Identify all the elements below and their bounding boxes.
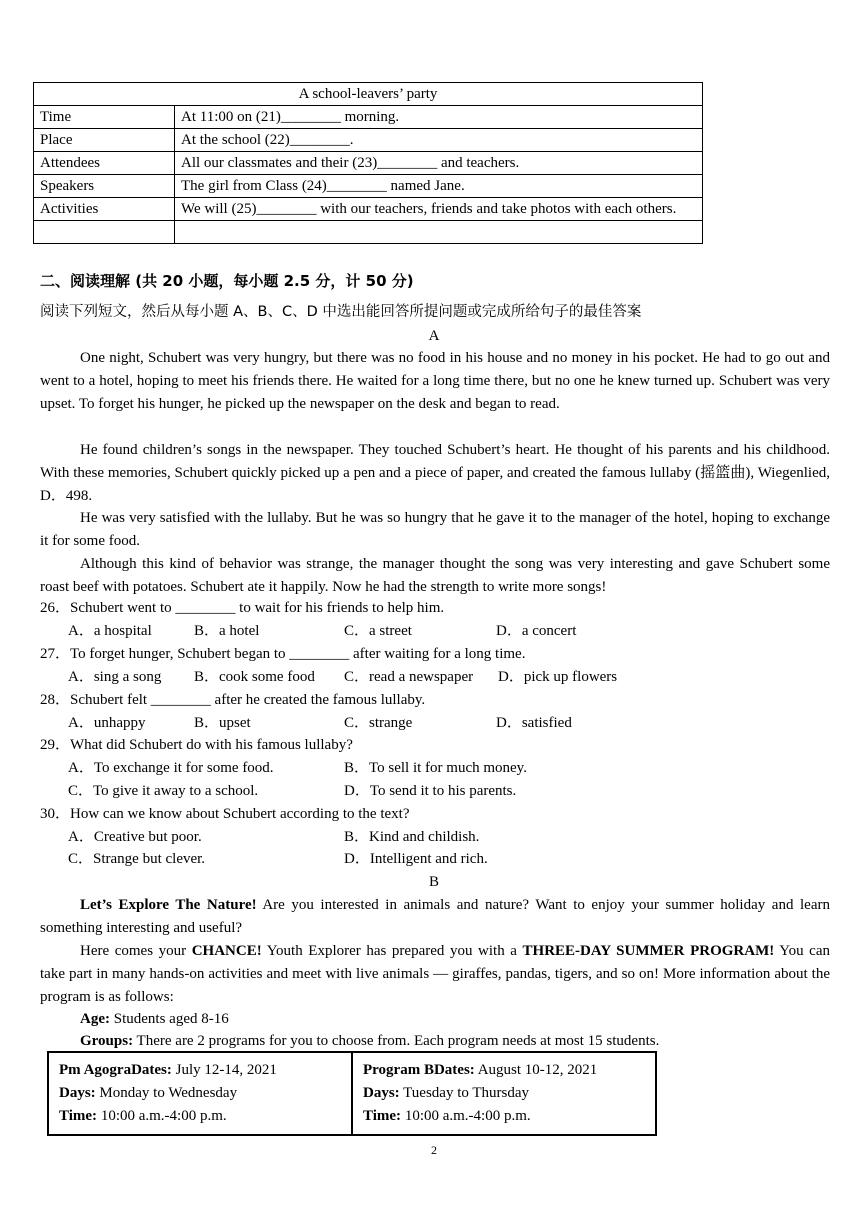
option-a: A．a hospital (68, 623, 152, 639)
passage-a-paragraph: He found children’s songs in the newspaper. They touched Schubert’s heart. He thought of his parents and his childhood. With these memories, Schubert quickly picked up a pen and a piece of paper, and created the famous lullaby (摇篮曲), Wiegenlied, D．498. (40, 442, 830, 504)
row-value: At 11:00 on (21)________ morning. (175, 106, 703, 129)
row-value: We will (25)________ with our teachers, friends and take photos with each others. (175, 198, 703, 221)
passage-b-headline: Let’s Explore The Nature! (80, 897, 257, 913)
table-row (34, 129, 703, 152)
table-row (34, 152, 703, 175)
question-26-options (0, 620, 868, 643)
passage-a-paragraph: Although this kind of behavior was strange, the manager thought the song was very interesting and gave Schubert some roast beef with potatoes. Schubert ate it happily. Now he had the strength to write more songs! (40, 556, 830, 595)
option-b: B．Kind and childish. (344, 829, 480, 845)
table-row (34, 106, 703, 129)
row-label: Place (34, 129, 175, 152)
row-label: Speakers (34, 175, 175, 198)
table-row (34, 198, 703, 221)
row-label: Activities (34, 198, 175, 221)
program-b-title: Program BDates: (363, 1062, 475, 1078)
row-value: The girl from Class (24)________ named Jane. (175, 175, 703, 198)
program-a-title: Pm AgograDates: (59, 1062, 172, 1078)
groups-label: Groups: (80, 1033, 134, 1049)
section-title: 二、阅读理解 (共 20 小题，每小题 2.5 分，计 50 分) (40, 272, 414, 290)
option-c: C．To give it away to a school. (68, 783, 259, 799)
option-a: A．To exchange it for some food. (68, 760, 274, 776)
passage-b-emphasis: THREE-DAY SUMMER PROGRAM! (522, 943, 775, 959)
page-number: 2 (431, 1143, 437, 1157)
question-30: 30．How can we know about Schubert according to the text? (40, 806, 410, 822)
party-table-title: A school-leavers’ party (34, 83, 703, 106)
program-a-time-label: Time: (59, 1108, 98, 1124)
groups-line (80, 1030, 659, 1053)
row-value: At the school (22)________. (175, 129, 703, 152)
passage-a-label: A (428, 328, 440, 344)
program-a-days: Monday to Wednesday (95, 1085, 238, 1101)
table-row (34, 221, 703, 244)
groups-value: There are 2 programs for you to choose from. Each program needs at most 15 students. (133, 1033, 660, 1049)
question-27-options (0, 666, 868, 689)
row-label: Time (34, 106, 175, 129)
passage-b-text: Here comes your (80, 943, 192, 959)
row-label (34, 221, 175, 244)
program-b-days-label: Days: (363, 1085, 400, 1101)
question-28: 28．Schubert felt ________ after he created the famous lullaby. (40, 692, 426, 708)
question-28-options (0, 712, 868, 735)
program-a-cell (48, 1052, 352, 1135)
option-a: A．Creative but poor. (68, 829, 202, 845)
program-b-time-label: Time: (363, 1108, 402, 1124)
option-c: C．Strange but clever. (68, 851, 206, 867)
passage-b-text: Youth Explorer has prepared you with a (261, 943, 523, 959)
passage-b-label: B (428, 874, 439, 890)
option-c: C．strange (344, 715, 413, 731)
section-instructions: 阅读下列短文，然后从每小题 A、B、C、D 中选出能回答所提问题或完成所给句子的最佳答案 (40, 304, 642, 320)
program-b-dates: August 10-12, 2021 (474, 1062, 598, 1078)
option-d: D．pick up flowers (498, 669, 618, 685)
program-b-time: 10:00 a.m.-4:00 p.m. (401, 1108, 531, 1124)
passage-a-paragraph: He was very satisfied with the lullaby. But he was so hungry that he gave it to the manager of the hotel, hoping to exchange it for some food. (40, 510, 830, 549)
option-a: A．unhappy (68, 715, 146, 731)
program-a-dates: July 12-14, 2021 (171, 1062, 277, 1078)
passage-b-paragraph (40, 940, 830, 1009)
passage-b-text: You can take part in many hands-on activities and meet with live animals — giraffes, pandas, tigers, and so on! More information about the program is as follows: (40, 943, 830, 1005)
program-b-days: Tuesday to Thursday (399, 1085, 529, 1101)
table-row (34, 175, 703, 198)
row-value: All our classmates and their (23)________ and teachers. (175, 152, 703, 175)
option-d: D．Intelligent and rich. (344, 851, 488, 867)
option-b: B．a hotel (194, 623, 260, 639)
option-d: D．satisfied (496, 715, 572, 731)
program-a-days-label: Days: (59, 1085, 96, 1101)
option-a: A．sing a song (68, 669, 162, 685)
passage-a-paragraph: One night, Schubert was very hungry, but there was no food in his house and no money in his pocket. He had to go out and went to a hotel, hoping to meet his friends there. He waited for a long time there, but no one he knew turned up. Schubert was very upset. To forget his hunger, he picked up the newspaper on the desk and began to read. (40, 350, 830, 412)
option-c: C．a street (344, 623, 412, 639)
age-label: Age: (80, 1011, 110, 1027)
program-b-cell (352, 1052, 656, 1135)
question-27: 27．To forget hunger, Schubert began to ________ after waiting for a long time. (40, 646, 526, 662)
passage-b-paragraph (40, 894, 830, 940)
party-table (33, 82, 703, 244)
program-table (47, 1051, 657, 1136)
option-d: D．a concert (496, 623, 577, 639)
row-label: Attendees (34, 152, 175, 175)
option-b: B．cook some food (194, 669, 315, 685)
program-a-time: 10:00 a.m.-4:00 p.m. (97, 1108, 227, 1124)
option-b: B．upset (194, 715, 251, 731)
option-d: D．To send it to his parents. (344, 783, 517, 799)
question-29: 29．What did Schubert do with his famous lullaby? (40, 737, 353, 753)
option-c: C．read a newspaper (344, 669, 474, 685)
passage-b-text: Are you interested in animals and nature? Want to enjoy your summer holiday and learn something interesting and useful? (40, 897, 830, 936)
passage-b-emphasis: CHANCE! (191, 943, 262, 959)
age-line (80, 1008, 229, 1031)
question-26: 26．Schubert went to ________ to wait for his friends to help him. (40, 600, 445, 616)
option-b: B．To sell it for much money. (344, 760, 527, 776)
age-value: Students aged 8-16 (110, 1011, 229, 1027)
row-value (175, 221, 703, 244)
